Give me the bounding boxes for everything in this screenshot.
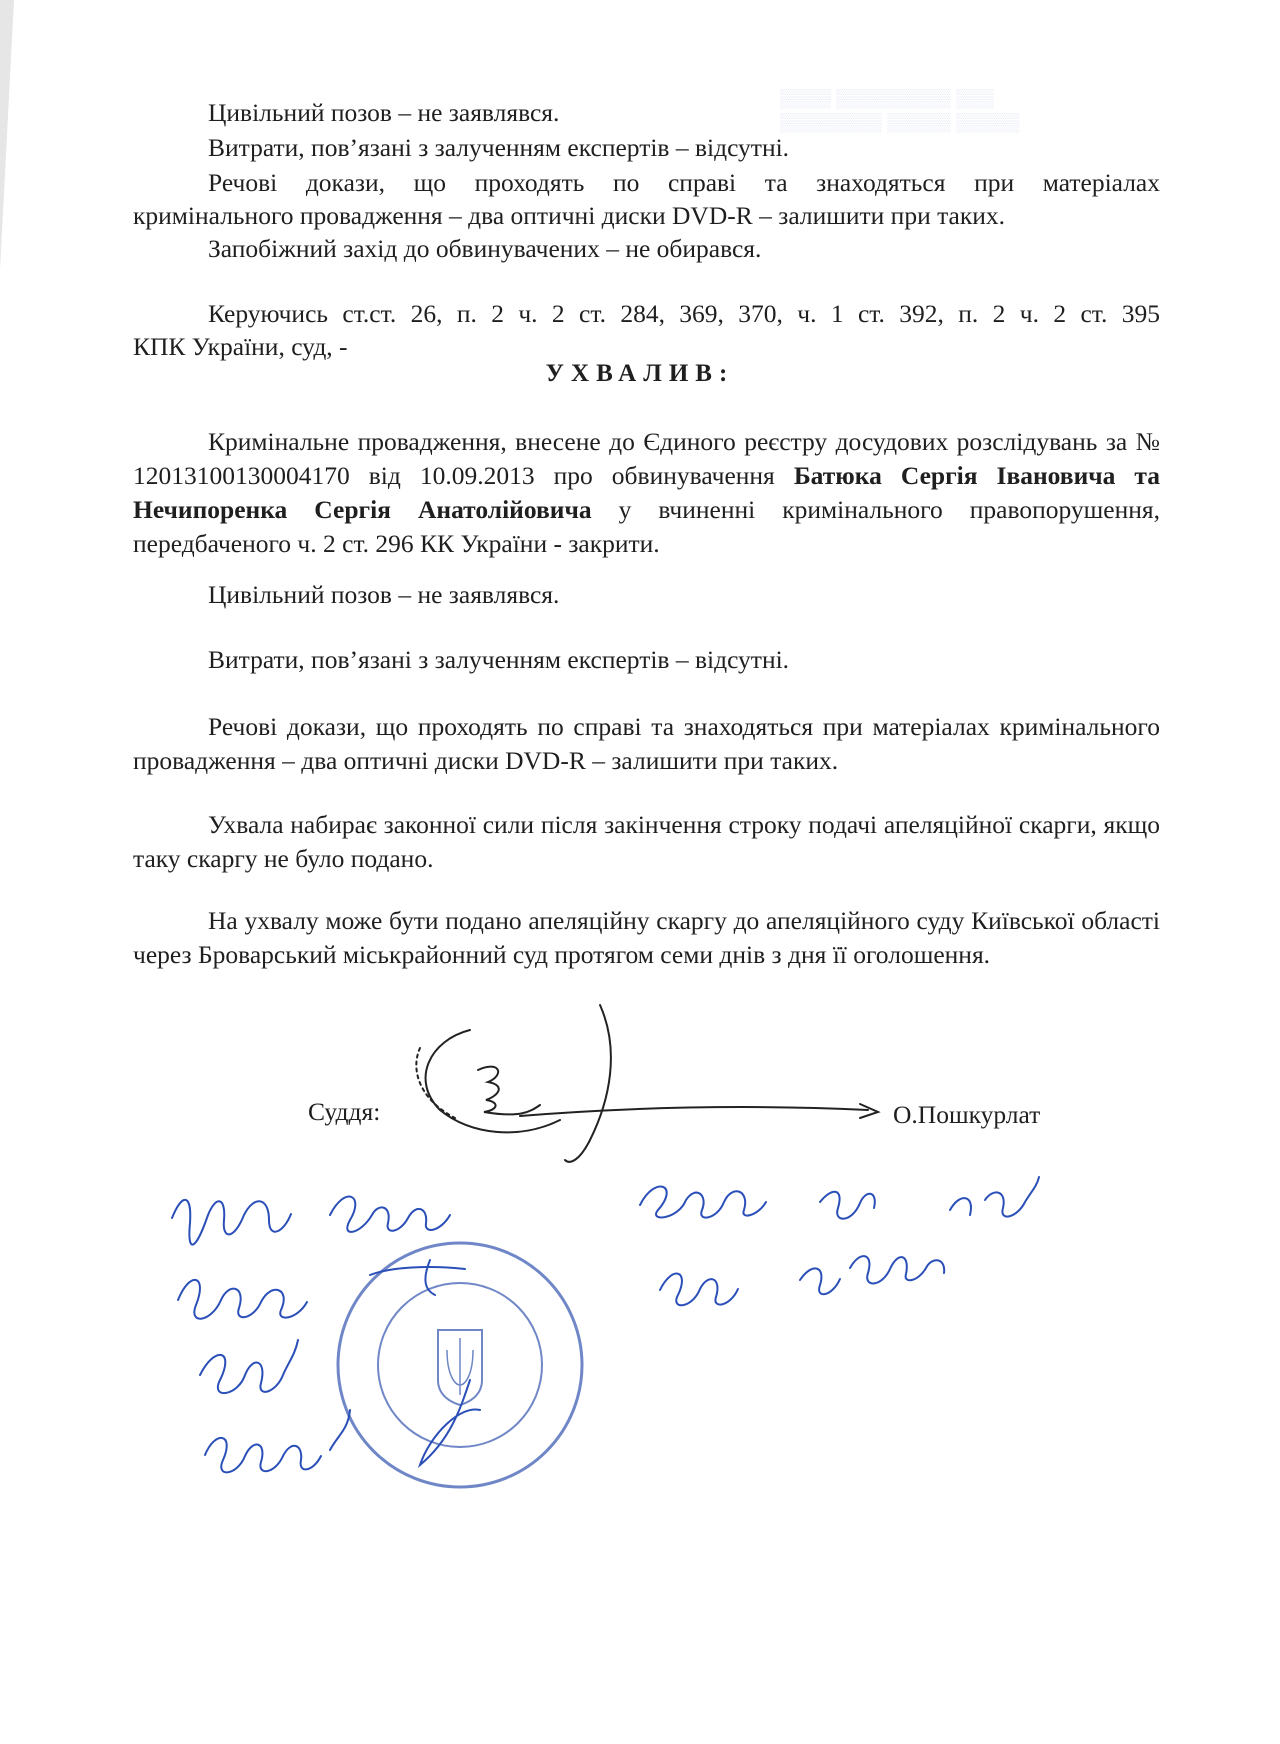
ruling-heading: УХВАЛИВ: xyxy=(545,360,735,387)
ruling-evidence-text: Речові докази, що проходять по справі та знаходяться при матеріалах кримінального провадження – два оптичні диски DVD-R – залишити при таких. xyxy=(133,712,1160,775)
judge-name: О.Пошкурлат xyxy=(893,1100,1041,1129)
ruling-expert-costs-text: Витрати, пов’язані з залученням експертів – відсутні. xyxy=(208,645,790,674)
evidence-line-1: Речові докази, що проходять по справі та знаходяться при матеріалах xyxy=(208,168,1160,197)
judge-label: Суддя: xyxy=(308,1097,381,1126)
ruling-civil-claim-text: Цивільний позов – не заявлявся. xyxy=(208,580,560,609)
court-stamp xyxy=(338,1243,582,1487)
civil-claim-line: Цивільний позов – не заявлявся. xyxy=(208,98,560,127)
preventive-measure-line: Запобіжний захід до обвинувачених – не обирався. xyxy=(208,234,762,263)
bleed-through-text: ▒▒▒▒▒▒▒▒ ▒▒▒▒▒ ▒▒▒▒▒ xyxy=(780,112,1020,132)
accused-names: Батюка Сергія Івановича та Нечипоренка Сергія Анатолійовича xyxy=(133,461,1160,524)
evidence-line-2: кримінального провадження – два оптичні диски DVD-R – залишити при таких. xyxy=(133,201,1006,230)
closure-text-post: у вчиненні кримінального правопорушення, передбаченого ч. 2 ст. 296 КК України - закрити. xyxy=(133,495,1160,558)
expert-costs-line: Витрати, пов’язані з залученням експертів – відсутні. xyxy=(208,133,790,162)
ruling-appeal-text: На ухвалу може бути подано апеляційну скаргу до апеляційного суду Київської області через Броварський міськрайонний суд протягом семи днів з дня її оголошення. xyxy=(133,906,1160,969)
handwritten-note xyxy=(172,1177,1039,1472)
bleed-through-text: ▒▒▒▒ ▒▒▒▒▒▒▒▒▒ ▒▒▒ xyxy=(780,88,995,108)
judge-signature xyxy=(416,1005,878,1162)
ruling-effect-text: Ухвала набирає законної сили після закінчення строку подачі апеляційної скарги, якщо таку скаргу не було подано. xyxy=(133,810,1160,873)
closure-text-pre: Кримінальне провадження, внесене до Єдиного реєстру досудових розслідувань за № 12013100130004170 від 10.09.2013 про обвинувачення xyxy=(133,427,1160,490)
guided-line-2: КПК України, суд, - xyxy=(133,332,348,361)
guided-line-1: Керуючись ст.ст. 26, п. 2 ч. 2 ст. 284, 369, 370, ч. 1 ст. 392, п. 2 ч. 2 ст. 395 xyxy=(208,299,1160,328)
